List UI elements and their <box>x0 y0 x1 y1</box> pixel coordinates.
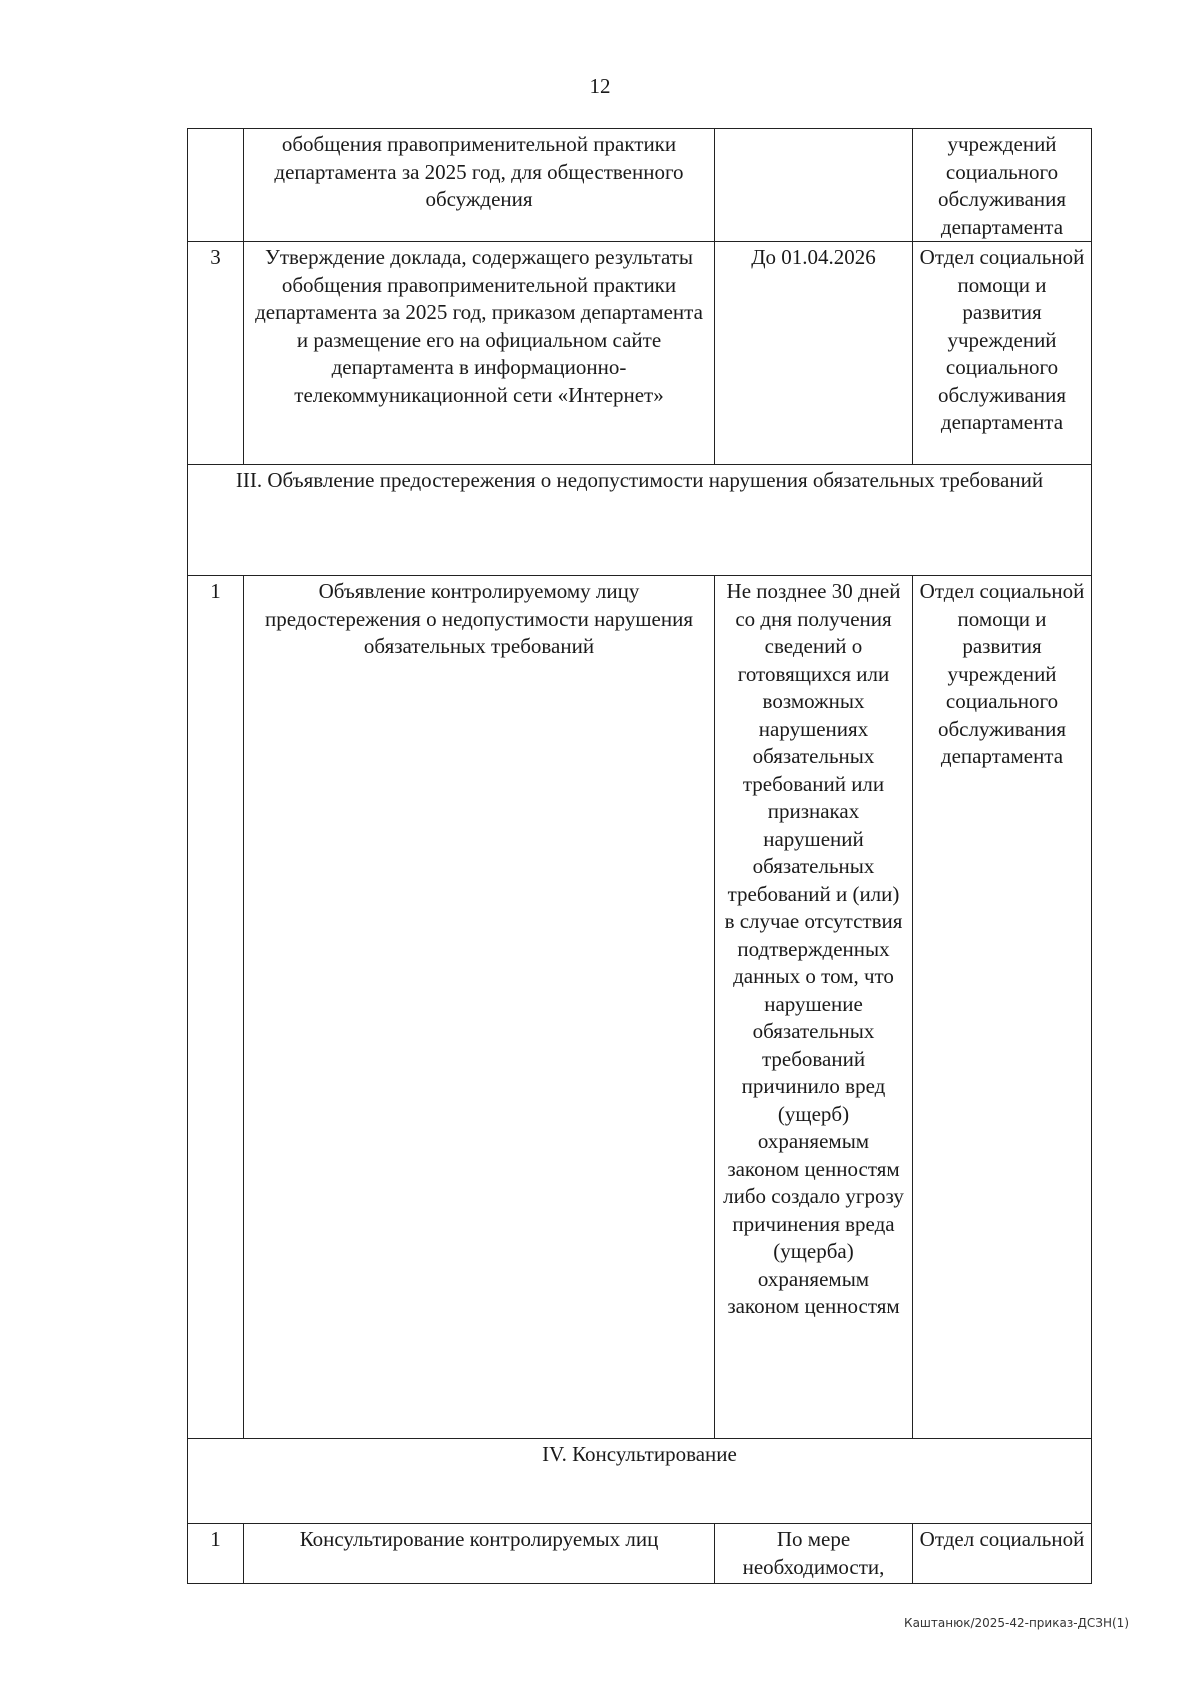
activity-plan-table <box>187 128 1092 1584</box>
activity-name: Консультирование контролируемых лиц <box>244 1524 715 1584</box>
table-row-section4-item-1 <box>188 1524 1092 1584</box>
section-title: III. Объявление предостережения о недопустимости нарушения обязательных требований <box>188 465 1092 576</box>
activity-name: Объявление контролируемому лицу предостережения о недопустимости нарушения обязательных требований <box>244 576 715 1439</box>
activity-deadline: Не позднее 30 дней со дня получения сведений о готовящихся или возможных нарушениях обязательных требований или признаках нарушений обязательных требований и (или) в случае отсутствия подтвержденных данных о том, что нарушение обязательных требований причинило вред (ущерб) охраняемым законом ценностям либо создало угрозу причинения вреда (ущерба) охраняемым законом ценностям <box>715 576 913 1439</box>
row-number: 1 <box>188 576 244 1439</box>
activity-responsible: Отдел социальной помощи и развития учреждений социального обслуживания департамента <box>913 576 1092 1439</box>
section-heading-row <box>188 1439 1092 1524</box>
table-row-continuation <box>188 129 1092 242</box>
activity-deadline: До 01.04.2026 <box>715 242 913 465</box>
table-row-section3-item-1 <box>188 576 1092 1439</box>
table-row-item-3 <box>188 242 1092 465</box>
activity-name: Утверждение доклада, содержащего результаты обобщения правоприменительной практики департамента за 2025 год, приказом департамента и размещение его на официальном сайте департамента в информационно-телекоммуникационной сети «Интернет» <box>244 242 715 465</box>
section-title: IV. Консультирование <box>188 1439 1092 1524</box>
row-number: 1 <box>188 1524 244 1584</box>
activity-deadline <box>715 129 913 242</box>
document-footer-id: Каштанюк/2025-42-приказ-ДСЗН(1) <box>904 1616 1129 1630</box>
row-number <box>188 129 244 242</box>
row-number: 3 <box>188 242 244 465</box>
activity-deadline: По мере необходимости, <box>715 1524 913 1584</box>
activity-responsible: Отдел социальной помощи и развития учреждений социального обслуживания департамента <box>913 242 1092 465</box>
activity-responsible: учреждений социального обслуживания департамента <box>913 129 1092 242</box>
section-heading-row <box>188 465 1092 576</box>
page-number: 12 <box>589 74 611 98</box>
activity-name: обобщения правоприменительной практики департамента за 2025 год, для общественного обсуждения <box>244 129 715 242</box>
activity-responsible: Отдел социальной <box>913 1524 1092 1584</box>
